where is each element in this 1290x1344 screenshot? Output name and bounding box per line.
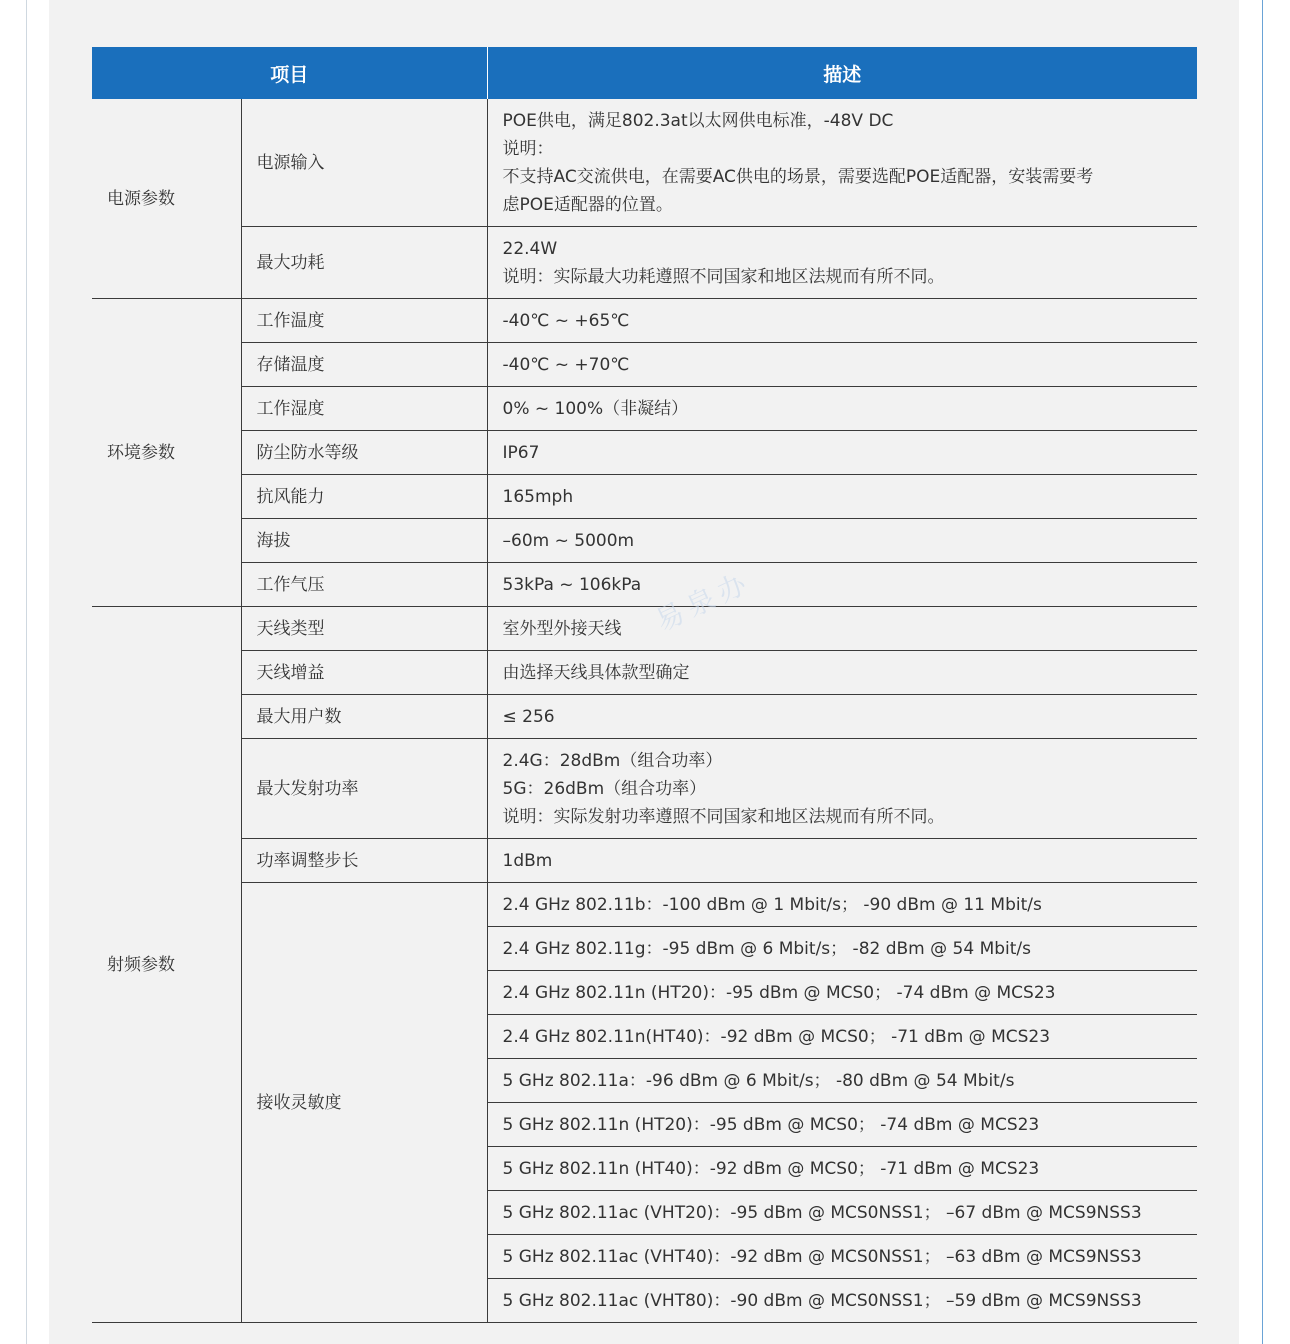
table-row	[92, 883, 1197, 927]
sensitivity-value: 2.4 GHz 802.11g：-95 dBm @ 6 Mbit/s； -82 dBm @ 54 Mbit/s	[487, 927, 1197, 971]
sensitivity-value: 5 GHz 802.11ac (VHT80)：-90 dBm @ MCS0NSS1； –59 dBm @ MCS9NSS3	[487, 1279, 1197, 1323]
item-antenna-type: 天线类型	[241, 607, 487, 651]
desc-line: 说明：实际发射功率遵照不同国家和地区法规而有所不同。	[502, 806, 945, 827]
item-value: 由选择天线具体款型确定	[487, 651, 1197, 695]
sensitivity-value: 5 GHz 802.11ac (VHT20)：-95 dBm @ MCS0NSS1； –67 dBm @ MCS9NSS3	[487, 1191, 1197, 1235]
desc-line: 5G：26dBm（组合功率）	[502, 778, 707, 799]
item-label: 存储温度	[241, 343, 487, 387]
table-row	[92, 695, 1197, 739]
table-row	[92, 227, 1197, 299]
right-border-line	[1262, 0, 1263, 1344]
table-row	[92, 431, 1197, 475]
watermark: 易泉办	[650, 564, 757, 638]
item-label: 海拔	[241, 519, 487, 563]
item-value: -40℃ ~ +70℃	[487, 343, 1197, 387]
desc-line: 虑POE适配器的位置。	[502, 194, 673, 215]
item-value: -40℃ ~ +65℃	[487, 299, 1197, 343]
table-row	[92, 519, 1197, 563]
item-label: 工作湿度	[241, 387, 487, 431]
table-row	[92, 651, 1197, 695]
table-row	[92, 563, 1197, 607]
item-max-power: 最大功耗	[241, 227, 487, 299]
table-row	[92, 343, 1197, 387]
desc-line: 2.4G：28dBm（组合功率）	[502, 750, 723, 771]
category-radio: 射频参数	[92, 607, 241, 1323]
item-value: 0% ~ 100%（非凝结）	[487, 387, 1197, 431]
item-value: 室外型外接天线	[487, 607, 1197, 651]
item-max-tx-power: 最大发射功率	[241, 739, 487, 839]
item-label: 工作气压	[241, 563, 487, 607]
item-value: IP67	[487, 431, 1197, 475]
desc-max-tx-power	[487, 739, 1197, 839]
desc-max-power	[487, 227, 1197, 299]
sensitivity-value: 2.4 GHz 802.11n(HT40)：-92 dBm @ MCS0； -71 dBm @ MCS23	[487, 1015, 1197, 1059]
category-power: 电源参数	[92, 99, 241, 299]
item-sensitivity: 接收灵敏度	[241, 883, 487, 1323]
sensitivity-value: 2.4 GHz 802.11n (HT20)：-95 dBm @ MCS0； -74 dBm @ MCS23	[487, 971, 1197, 1015]
desc-line: 说明：实际最大功耗遵照不同国家和地区法规而有所不同。	[502, 266, 945, 287]
item-value: ≤ 256	[487, 695, 1197, 739]
item-antenna-gain: 天线增益	[241, 651, 487, 695]
table-row	[92, 739, 1197, 839]
item-power-input: 电源输入	[241, 99, 487, 227]
sensitivity-value: 2.4 GHz 802.11b：-100 dBm @ 1 Mbit/s； -90 dBm @ 11 Mbit/s	[487, 883, 1197, 927]
header-item: 项目	[92, 47, 487, 99]
table-row	[92, 607, 1197, 651]
desc-power-input	[487, 99, 1197, 227]
item-label: 工作温度	[241, 299, 487, 343]
sensitivity-value: 5 GHz 802.11n (HT20)：-95 dBm @ MCS0； -74 dBm @ MCS23	[487, 1103, 1197, 1147]
table-header	[92, 47, 1197, 99]
desc-line: 说明：	[502, 138, 554, 159]
desc-line: 22.4W	[502, 238, 558, 259]
sensitivity-value: 5 GHz 802.11n (HT40)：-92 dBm @ MCS0； -71 dBm @ MCS23	[487, 1147, 1197, 1191]
table-row	[92, 387, 1197, 431]
left-border-line	[26, 0, 27, 1344]
sensitivity-value: 5 GHz 802.11a：-96 dBm @ 6 Mbit/s； -80 dBm @ 54 Mbit/s	[487, 1059, 1197, 1103]
item-value: 165mph	[487, 475, 1197, 519]
table-row	[92, 299, 1197, 343]
table-row	[92, 475, 1197, 519]
item-value: 53kPa ~ 106kPa	[487, 563, 1197, 607]
sensitivity-value: 5 GHz 802.11ac (VHT40)：-92 dBm @ MCS0NSS1； –63 dBm @ MCS9NSS3	[487, 1235, 1197, 1279]
item-value: 1dBm	[487, 839, 1197, 883]
item-value: –60m ~ 5000m	[487, 519, 1197, 563]
table-row	[92, 99, 1197, 227]
table-row	[92, 839, 1197, 883]
item-label: 防尘防水等级	[241, 431, 487, 475]
header-description: 描述	[487, 47, 1197, 99]
category-environment: 环境参数	[92, 299, 241, 607]
spec-table	[92, 47, 1197, 1323]
item-power-step: 功率调整步长	[241, 839, 487, 883]
desc-line: 不支持AC交流供电，在需要AC供电的场景，需要选配POE适配器，安装需要考	[502, 166, 1094, 187]
item-label: 抗风能力	[241, 475, 487, 519]
item-max-users: 最大用户数	[241, 695, 487, 739]
desc-line: POE供电，满足802.3at以太网供电标准，-48V DC	[502, 110, 894, 131]
